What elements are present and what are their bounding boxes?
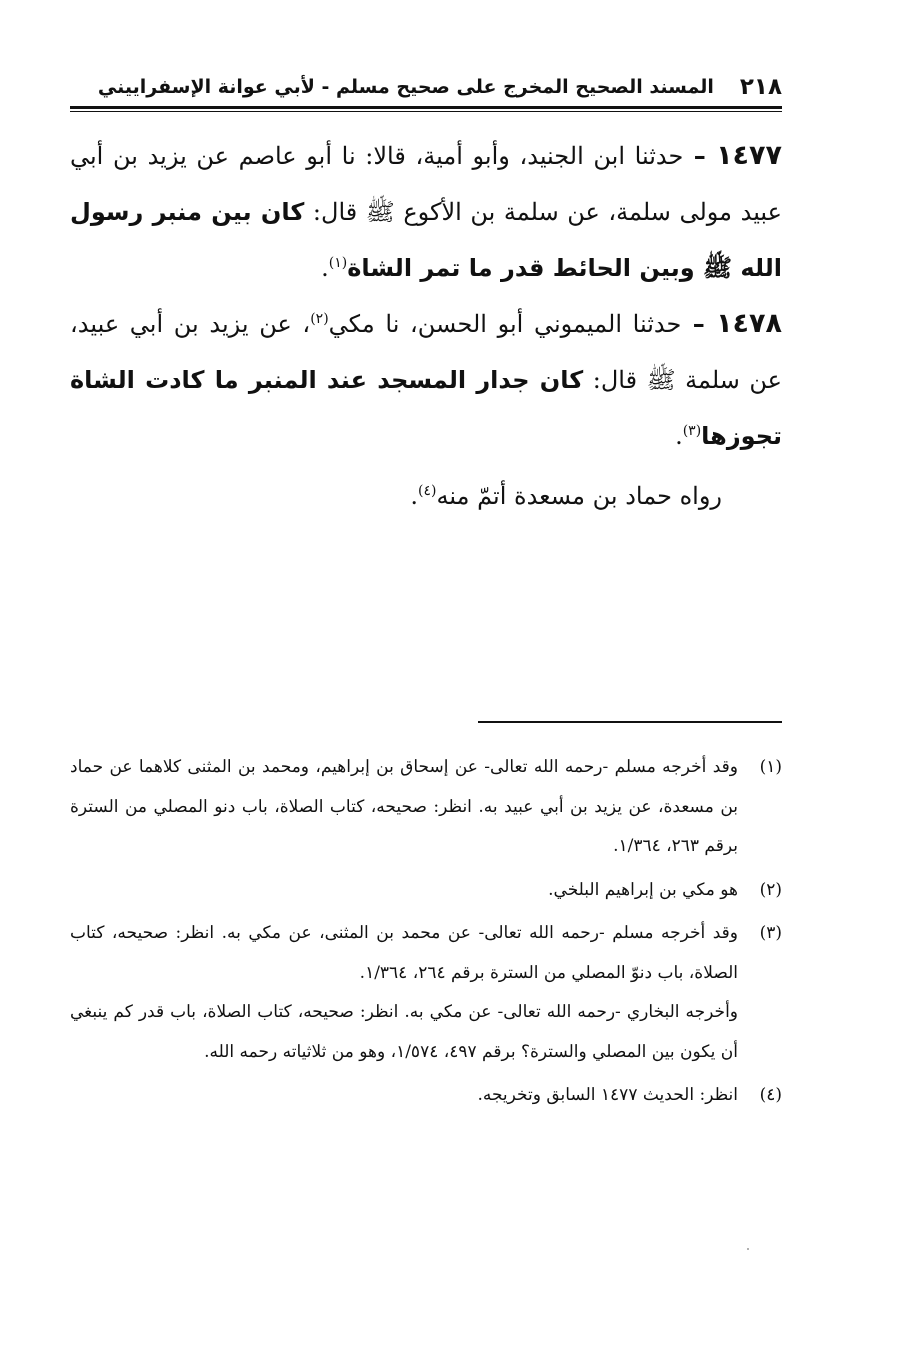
footnotes <box>70 748 782 1120</box>
footnote-body <box>70 1076 738 1116</box>
hadith-isnad: حدثنا ابن الجنيد، وأبو أمية، قالا: نا أبو عاصم عن يزيد بن أبي عبيد مولى سلمة، عن سلمة بن الأكوع ﷺ قال: <box>70 142 782 226</box>
footnote-marker: (٤) <box>759 1085 782 1105</box>
hadith-matn: كان جدار المسجد عند المنبر ما كادت الشاة تجوزها <box>70 366 782 450</box>
footnote-body <box>70 914 738 1072</box>
footnote-3 <box>70 914 782 1072</box>
footnote-paragraph: وقد أخرجه مسلم -رحمه الله تعالى- عن إسحاق بن إبراهيم، ومحمد بن المثنى كلاهما عن حماد بن مسعدة، عن يزيد بن أبي عبيد به. انظر: صحيحه، كتاب الصلاة، باب دنو المصلي من السترة برقم ٢٦٣، ١/٣٦٤. <box>70 757 738 856</box>
scan-speck <box>747 1248 749 1250</box>
footnote-4 <box>70 1076 782 1116</box>
footnote-paragraph: وأخرجه البخاري -رحمه الله تعالى- عن مكي به. انظر: صحيحه، كتاب الصلاة، باب قدر كم ينبغي أن يكون بين المصلي والسترة؟ برقم ٤٩٧، ١/٥٧٤، وهو من ثلاثياته رحمه الله. <box>70 1002 738 1062</box>
footnote-1 <box>70 748 782 867</box>
hadith-matn: كان بين منبر رسول الله ﷺ وبين الحائط قدر ما تمر الشاة <box>70 198 782 282</box>
hadith-number: ١٤٧٧ <box>716 140 782 171</box>
running-title: المسند الصحيح المخرج على صحيح مسلم - لأبي عوانة الإسفراييني <box>97 76 714 98</box>
hadith-1477 <box>70 128 782 296</box>
footnote-paragraph: انظر: الحديث ١٤٧٧ السابق وتخريجه. <box>477 1085 738 1105</box>
footnote-ref: (٤) <box>418 483 437 499</box>
hadith-dash: – <box>681 310 717 338</box>
footnote-ref: (١) <box>328 255 348 271</box>
running-header <box>70 70 782 104</box>
header-rule-thin <box>70 111 782 112</box>
hadith-1478 <box>70 296 782 464</box>
footnote-paragraph: هو مكي بن إبراهيم البلخي. <box>548 879 738 900</box>
footnote-marker: (٣) <box>759 923 782 943</box>
hadith-isnad-cont: ، عن يزيد بن أبي عبيد، عن سلمة ﷺ قال: <box>70 310 783 394</box>
hadith-end: . <box>321 254 329 282</box>
riwaya-note <box>70 468 722 524</box>
footnote-paragraph: وقد أخرجه مسلم -رحمه الله تعالى- عن محمد بن المثنى، عن مكي به. انظر: صحيحه، كتاب الصلاة، باب دنوّ المصلي من السترة برقم ٢٦٤، ١/٣٦٤. <box>70 923 738 983</box>
page-number: ٢١٨ <box>739 74 782 100</box>
footnote-ref: (٢) <box>310 311 329 327</box>
hadith-end: . <box>675 422 683 450</box>
footnote-ref: (٣) <box>682 423 702 439</box>
riwaya-end: . <box>410 482 418 510</box>
footnote-marker: (٢) <box>759 879 782 900</box>
footnote-body <box>70 748 738 867</box>
footnote-divider <box>478 721 782 723</box>
main-text <box>70 128 782 524</box>
header-rule-thick <box>70 106 782 109</box>
footnote-body <box>70 871 738 911</box>
hadith-isnad: حدثنا الميموني أبو الحسن، نا مكي <box>328 310 682 338</box>
hadith-number: ١٤٧٨ <box>716 308 782 339</box>
riwaya-text: رواه حماد بن مسعدة أتمّ منه <box>436 482 722 510</box>
hadith-dash: – <box>683 142 717 170</box>
footnote-marker: (١) <box>759 757 782 777</box>
footnote-2 <box>70 871 782 911</box>
